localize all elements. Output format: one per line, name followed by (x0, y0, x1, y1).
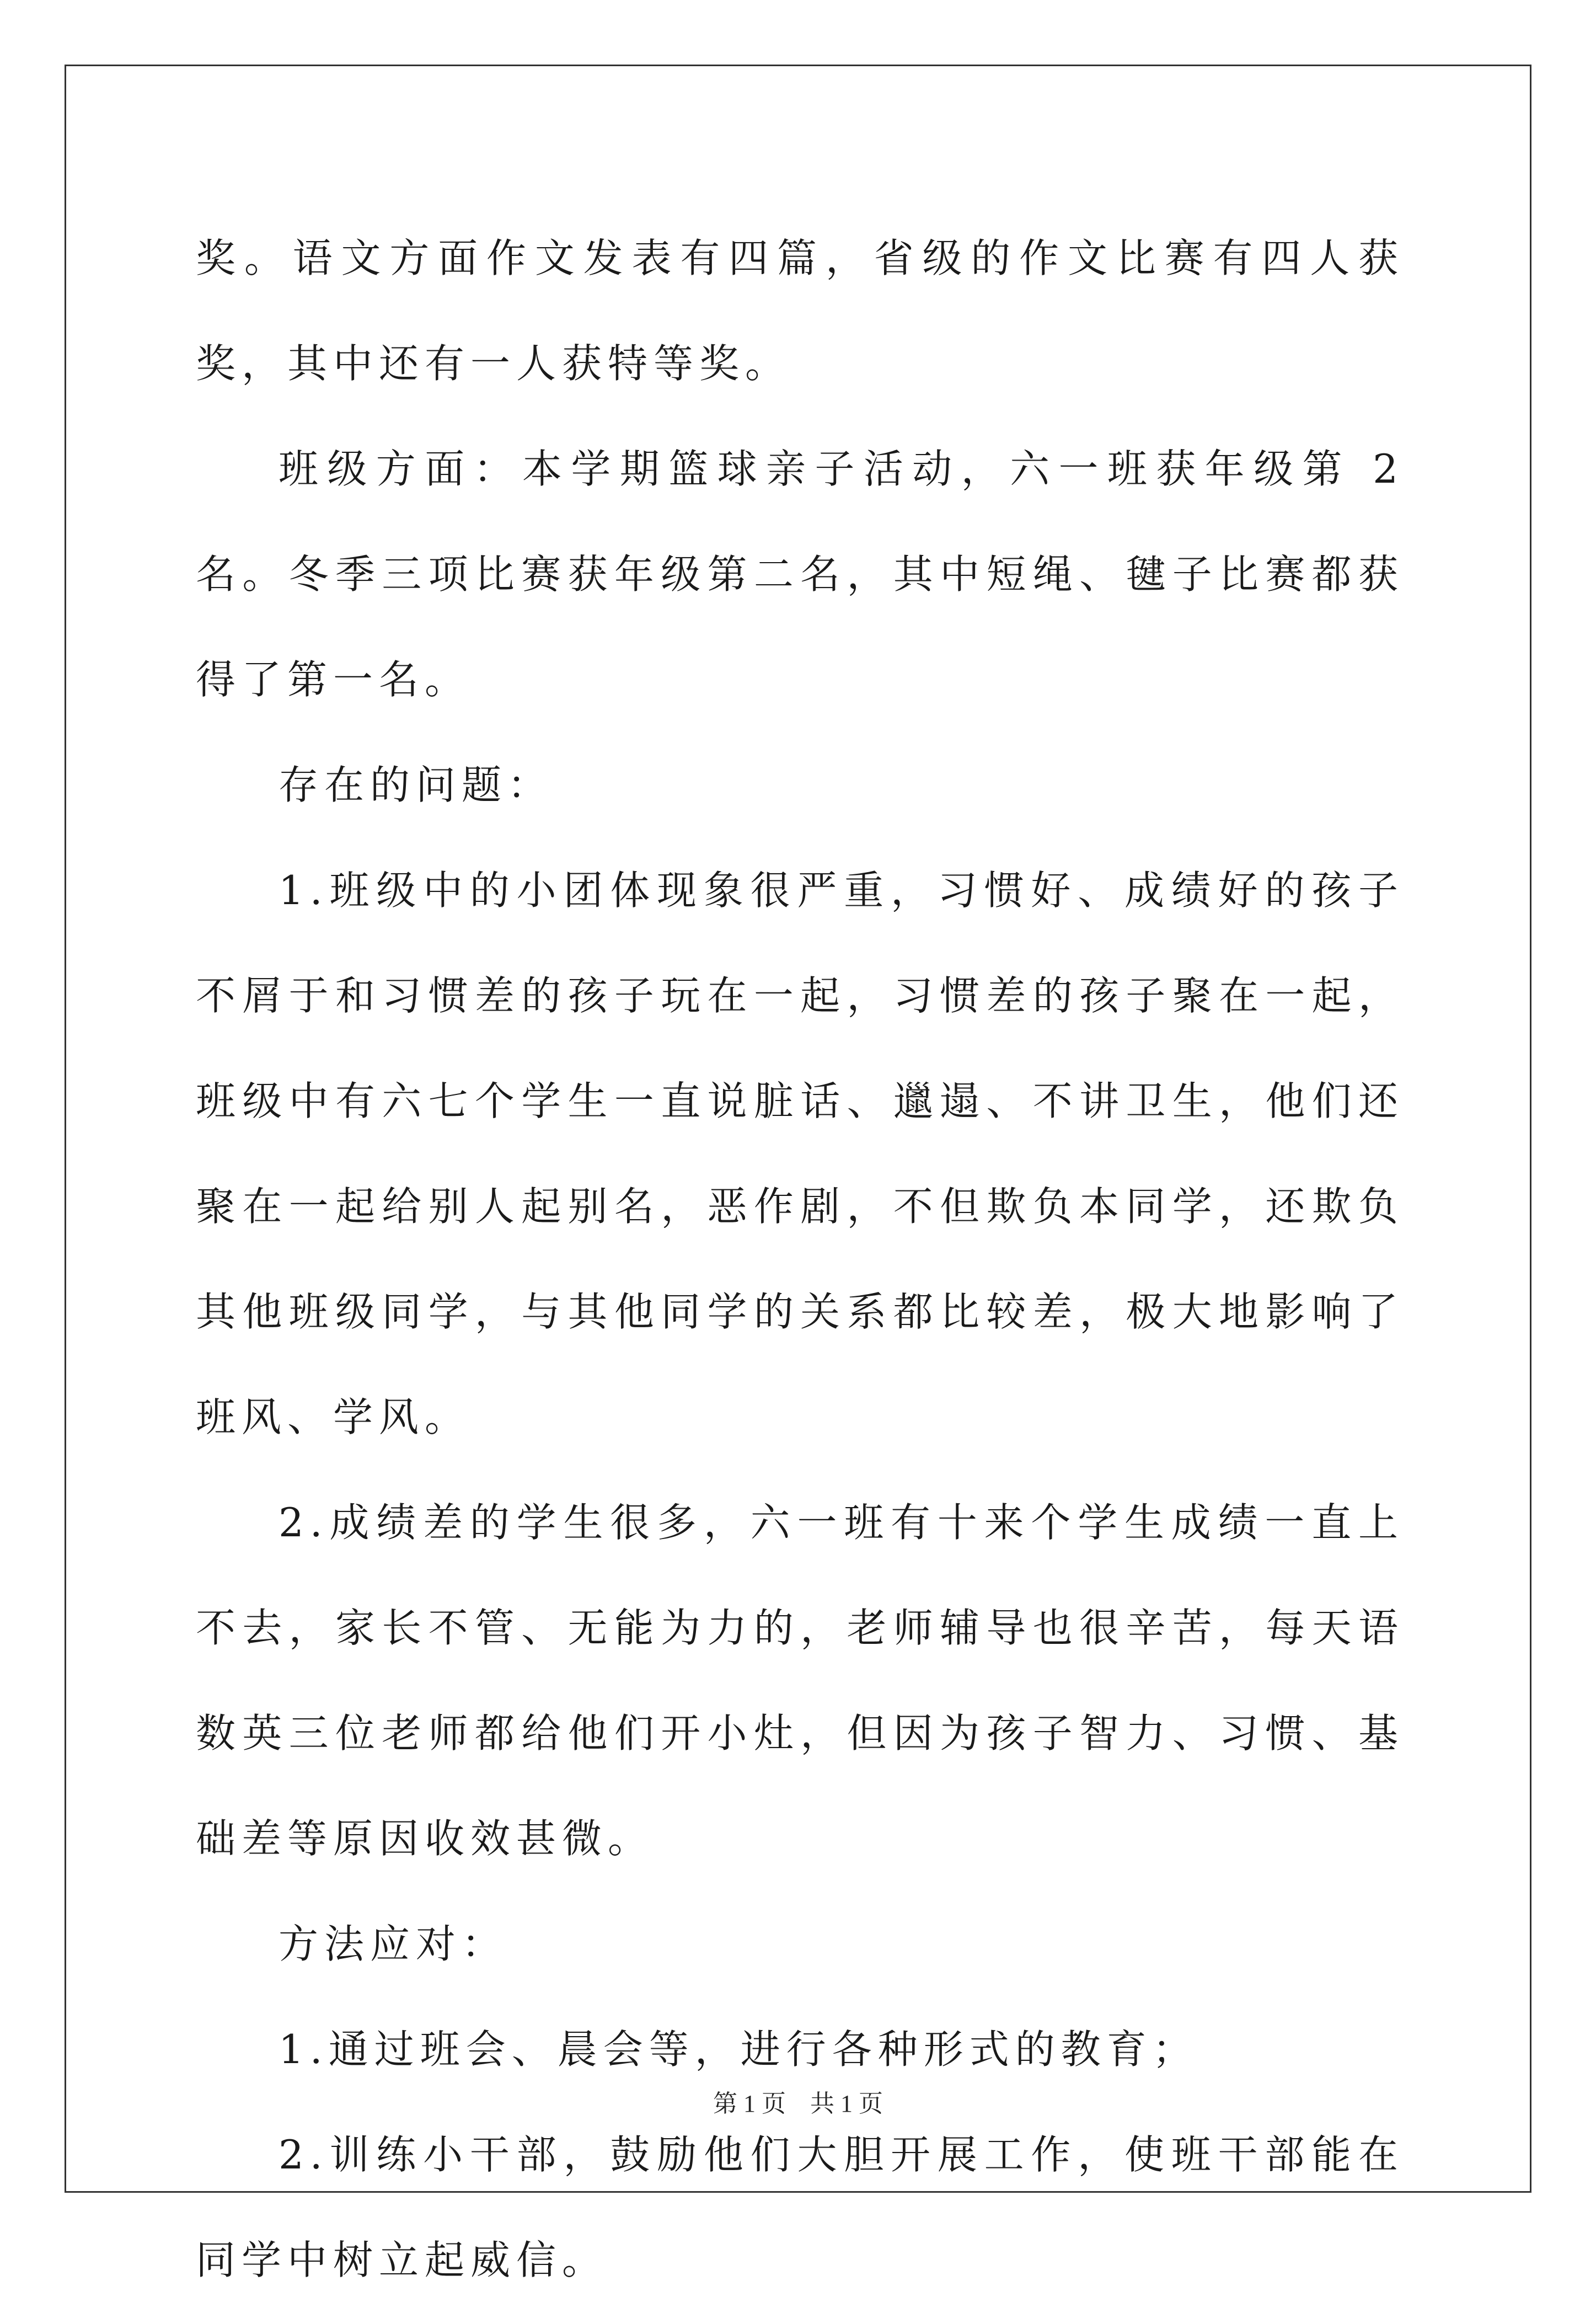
paragraph-class-achievements: 班级方面：本学期篮球亲子活动，六一班获年级第 2 名。冬季三项比赛获年级第二名，其中短绳、毽子比赛都获得了第一名。 (196, 446, 1404, 703)
document-body (196, 206, 1404, 2313)
countermeasure-item-1: 1.通过班会、晨会等，进行各种形式的教育； (279, 2026, 1198, 2072)
problem-item-2: 2.成绩差的学生很多，六一班有十来个学生成绩一直上不去，家长不管、无能为力的，老师辅导也很辛苦，每天语数英三位老师都给他们开小灶，但因为孩子智力、习惯、基础差等原因收效甚微。 (196, 1499, 1404, 1862)
heading-existing-problems: 存在的问题： (279, 762, 554, 808)
countermeasure-item-2: 2.训练小干部，鼓励他们大胆开展工作，使班干部能在同学中树立起威信。 (196, 2132, 1404, 2283)
paragraph-awards-continued: 奖。语文方面作文发表有四篇，省级的作文比赛有四人获奖，其中还有一人获特等奖。 (196, 235, 1404, 387)
heading-countermeasures: 方法应对： (279, 1921, 508, 1967)
page-number-footer: 第 1 页 共 1 页 (713, 2090, 883, 2117)
problem-item-1: 1.班级中的小团体现象很严重，习惯好、成绩好的孩子不屑于和习惯差的孩子玩在一起，习惯差的孩子聚在一起，班级中有六七个学生一直说脏话、邋遢、不讲卫生，他们还聚在一起给别人起别名，恶作剧，不但欺负本同学，还欺负其他班级同学，与其他同学的关系都比较差，极大地影响了班风、学风。 (196, 867, 1404, 1440)
